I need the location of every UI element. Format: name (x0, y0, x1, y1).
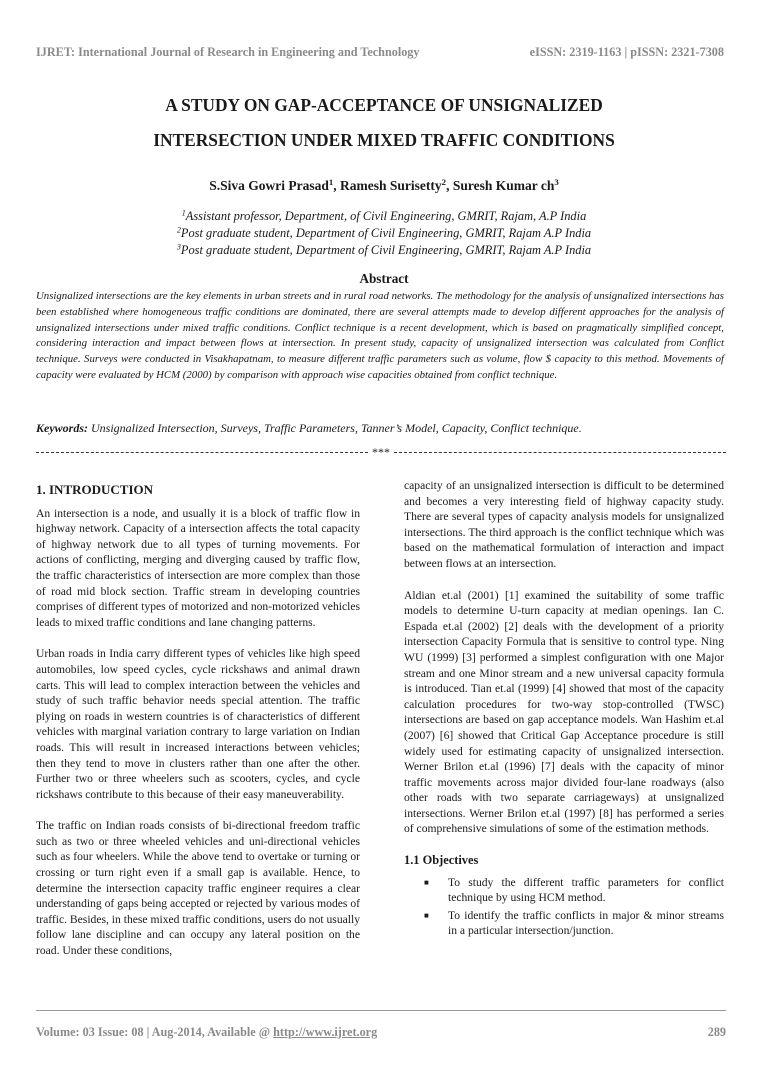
right-column (404, 478, 724, 941)
square-bullet-icon: ■ (424, 877, 429, 887)
keywords-text: Unsignalized Intersection, Surveys, Traffic Parameters, Tanner’s Model, Capacity, Conflict technique. (88, 421, 582, 435)
square-bullet-icon: ■ (424, 910, 429, 920)
journal-link[interactable]: http://www.ijret.org (273, 1025, 378, 1039)
abstract-text: Unsignalized intersections are the key elements in urban streets and in rural road networks. The methodology for the analysis of unsignalized intersections has been established where homogeneous traffic conditions are dominated, there are several attempts made to develop different approaches for the analysis of unsignalized intersections under mixed traffic conditions. Conflict technique is a recent development, which is based on pragmatically simplified concept, considering interaction and impact between flows at intersection. In present study, capacity of unsignalized intersection was calculated from Conflict technique. Surveys were conducted in Visakhapatnam, to measure different traffic parameters such as volume, flow $ capacity to this method. Movements of capacity were evaluated by HCM (2000) by comparison with approach wise capacities obtained from conflict technique. (36, 290, 724, 381)
intro-paragraph: Urban roads in India carry different types of vehicles like high speed automobiles, low speed cycles, cycle rickshaws and animal drawn carts. This will lead to complex interaction between the vehicles and study of such traffic behavior needs special attention. The traffic plying on roads in western countries is of characteristics of different vehicles with marginal variation contrary to large variation on Indian roads. This will result in increased interactions between vehicles; then they tend to move in clusters rather than one after the other. Further two or three wheelers such as scooters, cycles, and cycle rickshaws contribute to this because of their easy maneuverability. (36, 647, 360, 801)
paper-title-line-2: INTERSECTION UNDER MIXED TRAFFIC CONDITIONS (153, 130, 615, 150)
keywords-label: Keywords: (36, 421, 88, 435)
page-footer (36, 1025, 726, 1040)
intro-paragraph: The traffic on Indian roads consists of bi-directional freedom traffic such as two or three wheeled vehicles and uni-directional vehicles such as four wheelers. While the above tend to overtake or turning or crossing or turn right even if a small gap is available. Hence, to determine the intersection capacity traffic engineer requires a clear understanding of gaps being accepted or rejected by various modes of traffic. Besides, in these mixed traffic conditions, users do not usually follow lane discipline and can occupy any lateral position on the road. Under these conditions, (36, 819, 360, 958)
author: S.Siva Gowri Prasad$^1$, (209, 177, 341, 193)
affiliation: $^2$Post graduate student, Department of Civil Engineering, GMRIT, Rajam A.P India (176, 225, 592, 240)
footer-volume: Volume: 03 Issue: 08 | Aug-2014, Available @ http://www.ijret.org (36, 1025, 378, 1039)
journal-name: IJRET: International Journal of Research in Engineering and Technology (36, 45, 420, 59)
intro-heading: 1. INTRODUCTION (36, 482, 154, 497)
affiliation: $^1$Assistant professor, Department, of Civil Engineering, GMRIT, Rajam, A.P India (181, 208, 587, 223)
author: Suresh Kumar $ch^3$ (452, 177, 559, 193)
author-list (0, 178, 768, 194)
abstract-heading: Abstract (359, 271, 409, 286)
left-column (36, 478, 360, 975)
paper-title-line-1: A STUDY ON GAP-ACCEPTANCE OF UNSIGNALIZED (165, 95, 603, 115)
body-paragraph: capacity of an unsignalized intersection is difficult to be determined and becomes a very interesting field of highway capacity study. There are several types of capacity analysis models for unsignalized intersections. The third approach is the conflict technique which was based on the mathematical formulation of interaction and impact between flows at an intersection. (404, 479, 724, 570)
footer-rule (36, 1010, 726, 1011)
running-header (36, 45, 724, 60)
body-paragraph: Aldian et.al (2001) [1] examined the suitability of some traffic models to determine U-turn capacity at median openings. Ian C. Espada et.al (2002) [2] deals with the development of a priority intersection Capacity Formula that is sensitive to control type. Ning WU (1999) [3] performed a simplest configuration with one Major stream and one Minor stream and a new universal capacity formula is introduced. Tian et.al (1999) [4] showed that most of the capacity calculation procedures for two-way stop-controlled (TWSC) intersections are based on gap acceptance models. Wan Hashim et.al (2007) [6] showed that Critical Gap Acceptance procedure is still widely used for estimating capacity of unsignalized intersection. Werner Brilon et.al (1996) [7] deals with the capacity of minor traffic movements across major divided four-lane roadways (also other roads with two separate carriageways) at unsignalized intersections. Werner Brilon et.al (1997) [8] has performed a series of comprehensive simulations of some of the estimation methods. (404, 588, 724, 836)
intro-paragraph: An intersection is a node, and usually it is a block of traffic flow in highway network. Capacity of a intersection affects the total capacity of highway network due to all types of turning movements. For actions of conflicting, merging and diverging caused by traffic flow, the traffic characteristics of intersection are more complex than those of road mid block section. Traffic stream in developing countries comprises of different types of motorized and non-motorized vehicles leads to mixed traffic conditions and lane changing patterns. (36, 506, 360, 629)
affiliation: $^3$Post graduate student, Department of Civil Engineering, GMRIT, Rajam A.P India (176, 242, 592, 257)
author: Ramesh Surisetty$^2$, (340, 177, 453, 193)
objective-item: ■ To identify the traffic conflicts in major & minor streams in a particular intersection/junction. (424, 908, 724, 938)
issn: eISSN: 2319-1163 | pISSN: 2321-7308 (529, 45, 724, 59)
objectives-heading: 1.1 Objectives (404, 853, 479, 868)
section-separator (36, 445, 726, 460)
objective-item: ■ To study the different traffic parameters for conflict technique by using HCM method. (424, 875, 724, 905)
page-number: 289 (707, 1025, 726, 1039)
keywords (36, 421, 726, 436)
separator-stars: *** (372, 445, 390, 459)
objectives-list (404, 875, 724, 939)
affiliations (0, 208, 768, 259)
